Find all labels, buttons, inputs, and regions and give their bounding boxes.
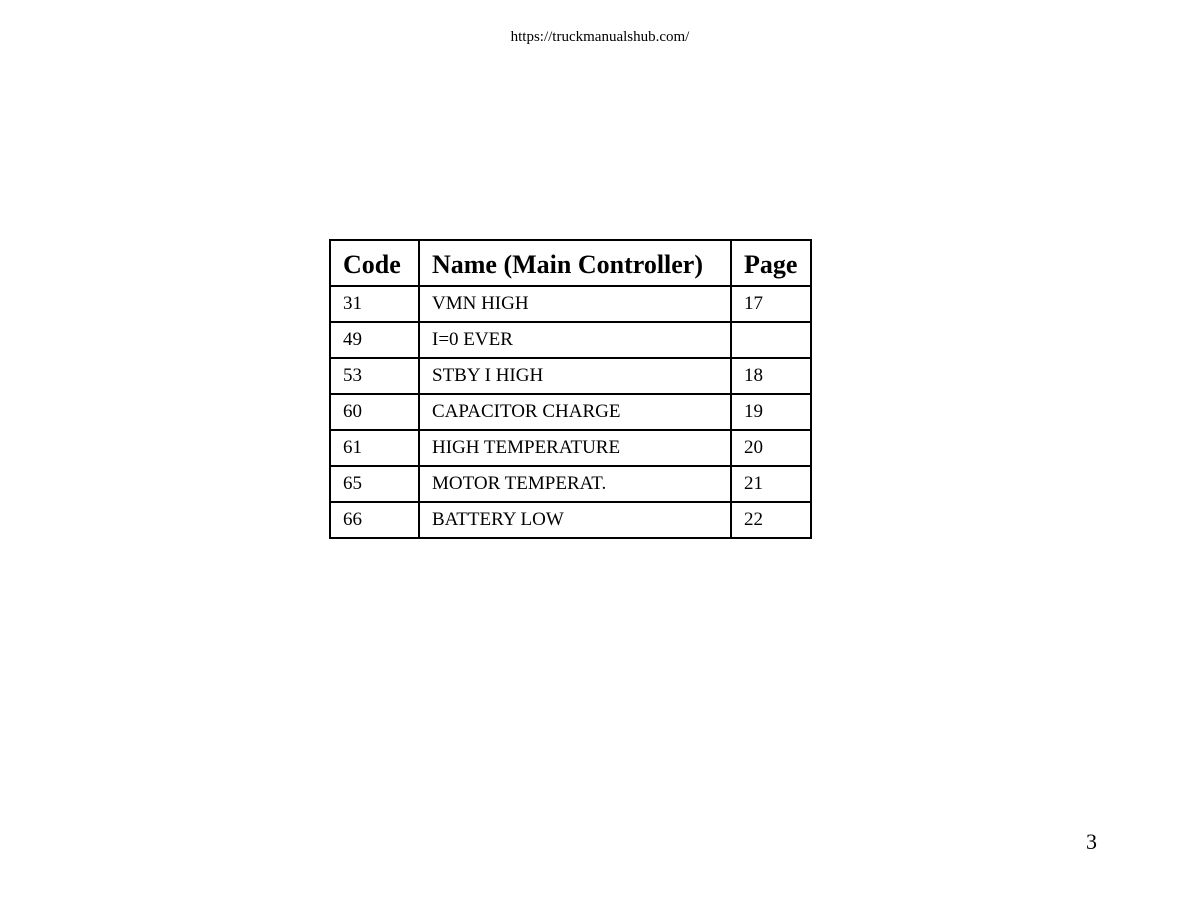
cell-page: 21 — [731, 466, 811, 502]
cell-page: 17 — [731, 286, 811, 322]
table-row — [330, 286, 811, 322]
cell-code: 53 — [330, 358, 419, 394]
cell-code: 60 — [330, 394, 419, 430]
cell-name: I=0 EVER — [419, 322, 731, 358]
cell-name: STBY I HIGH — [419, 358, 731, 394]
table-row — [330, 394, 811, 430]
cell-page: 19 — [731, 394, 811, 430]
cell-code: 31 — [330, 286, 419, 322]
cell-name: HIGH TEMPERATURE — [419, 430, 731, 466]
table-row — [330, 466, 811, 502]
table-row — [330, 430, 811, 466]
column-header-name: Name (Main Controller) — [419, 240, 731, 286]
cell-code: 61 — [330, 430, 419, 466]
table-row — [330, 358, 811, 394]
table-body — [330, 286, 811, 538]
cell-name: BATTERY LOW — [419, 502, 731, 538]
table-header — [330, 240, 811, 286]
column-header-code: Code — [330, 240, 419, 286]
error-code-table — [329, 239, 812, 539]
cell-name: VMN HIGH — [419, 286, 731, 322]
page-number: 3 — [1086, 829, 1097, 854]
page-header-url: https://truckmanualshub.com/ — [510, 29, 690, 45]
cell-page: 22 — [731, 502, 811, 538]
cell-name: CAPACITOR CHARGE — [419, 394, 731, 430]
table-header-row — [330, 240, 811, 286]
cell-page: 18 — [731, 358, 811, 394]
table-row — [330, 502, 811, 538]
cell-code: 66 — [330, 502, 419, 538]
cell-page: 20 — [731, 430, 811, 466]
cell-page — [731, 322, 811, 358]
cell-code: 65 — [330, 466, 419, 502]
column-header-page: Page — [731, 240, 811, 286]
cell-name: MOTOR TEMPERAT. — [419, 466, 731, 502]
table-row — [330, 322, 811, 358]
cell-code: 49 — [330, 322, 419, 358]
